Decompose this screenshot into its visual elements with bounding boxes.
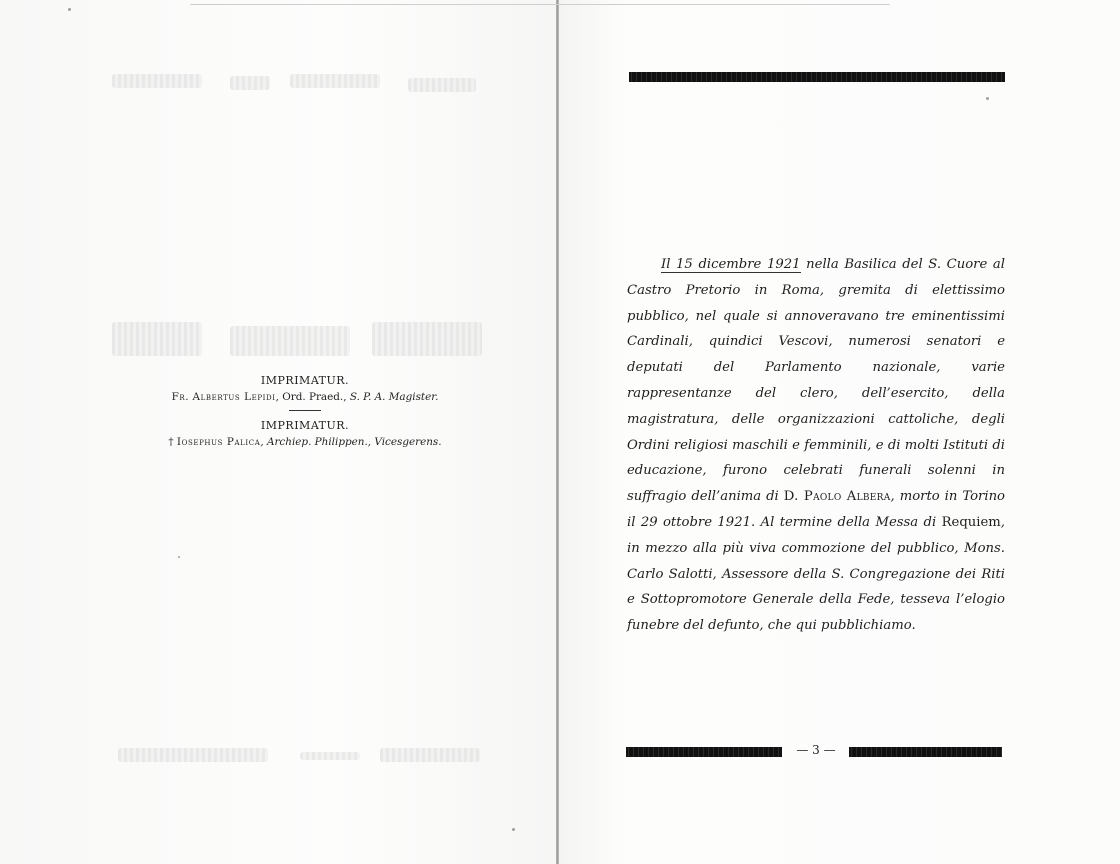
- show-through-mark: [230, 326, 350, 356]
- show-through-mark: [112, 74, 202, 88]
- name-small-caps: D. Paolo Albera: [783, 489, 891, 505]
- show-through-mark: [290, 74, 380, 88]
- imprimatur-name: Albertus Lepidi: [192, 391, 276, 404]
- ink-speck: [68, 8, 71, 11]
- ink-speck: [178, 556, 180, 558]
- ink-speck: [512, 828, 515, 831]
- cross-symbol: †: [168, 436, 174, 449]
- underlined-date: Il 15 dicembre 1921: [661, 257, 801, 272]
- paragraph-text: , morto in Torino il 29 ottobre 1921. Al termine della Messa di: [627, 489, 1005, 530]
- show-through-mark: [372, 322, 482, 356]
- requiem-word: Requiem: [941, 514, 1001, 530]
- imprimatur-prefix: Fr.: [171, 391, 190, 404]
- imprimatur-name: Iosephus Palica: [176, 436, 261, 449]
- show-through-mark: [380, 748, 480, 762]
- imprimatur-divider: [289, 410, 321, 411]
- paragraph-text: , in mezzo alla più viva commozione del pubblico, Mons. Carlo Salotti, Assessore della S. Congregazione dei Riti e Sottopromotore Generale della Fede, tesseva l’elogio funebre del defunto, che qui pubblichiamo.: [627, 514, 1005, 634]
- book-gutter: [556, 0, 559, 864]
- show-through-mark: [230, 76, 270, 90]
- imprimatur-title: IMPRIMATUR.: [260, 374, 350, 387]
- paragraph-text: nella Basilica del S. Cuore al Castro Pretorio in Roma, gremita di elettissimo pubblico, nel quale si annoveravano tre eminentissimi Cardinali, quindici Vescovi, numerosi senatori e deputati del Parlamento nazionale, varie rappresentanze del clero, dell’esercito, della magistratura, delle organizzazioni cattoliche, degli Ordini religiosi maschili e femminili, e di molti Istituti di educazione, furono celebrati funerali solenni in suffragio dell’anima di: [627, 257, 1005, 505]
- imprimatur-role: , Archiep. Philippen., Vicesgerens.: [260, 436, 442, 449]
- imprimatur-line-lepidi: [140, 389, 470, 405]
- imprimatur-role: S. P. A. Magister.: [349, 391, 439, 404]
- imprimatur-title: IMPRIMATUR.: [260, 419, 350, 433]
- page-number: — 3 —: [796, 743, 836, 757]
- footer-rule-left: [626, 747, 782, 757]
- show-through-mark: [112, 322, 202, 356]
- top-edge-line: [190, 4, 890, 5]
- footer-rule-right: [849, 747, 1002, 757]
- header-rule: [629, 72, 1005, 82]
- show-through-mark: [300, 752, 360, 760]
- body-paragraph: [627, 252, 1005, 639]
- imprimatur-line-palica: [140, 434, 470, 450]
- imprimatur-block: [140, 372, 470, 450]
- imprimatur-order: , Ord. Praed.,: [275, 391, 350, 404]
- ink-speck: [986, 97, 989, 100]
- show-through-mark: [408, 78, 476, 92]
- show-through-mark: [118, 748, 268, 762]
